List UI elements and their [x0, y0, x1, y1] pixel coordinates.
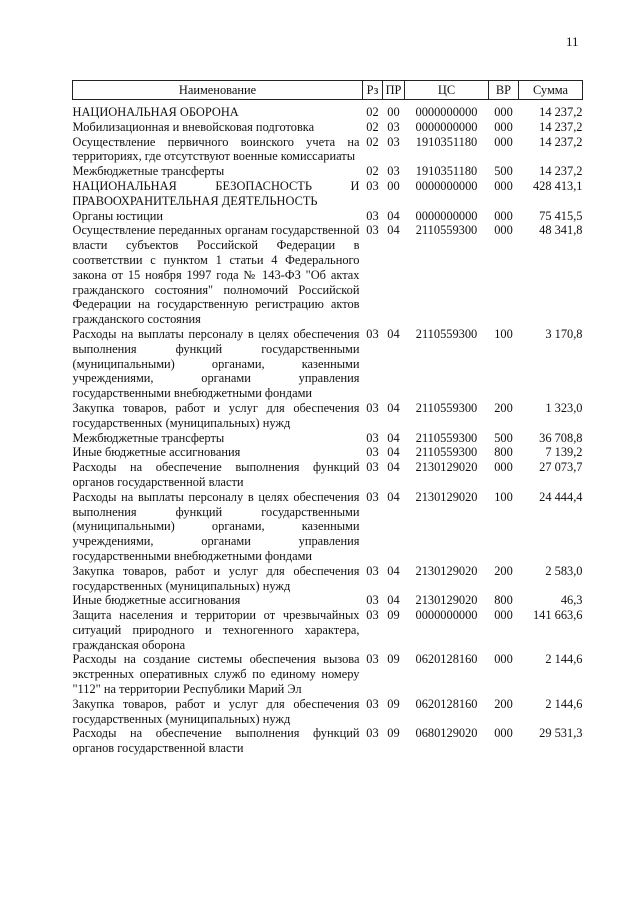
row-pr: 04 — [387, 489, 400, 504]
row-sum: 7 139,2 — [545, 445, 583, 460]
row-cs: 0680129020 — [415, 726, 478, 741]
table-row — [73, 593, 583, 608]
table-row — [73, 445, 583, 460]
row-name: Расходы на выплаты персоналу в целях обеспечения выполнения функций государственными (муниципальными) органами, казенными учреждениями, органами управления государственными внебюджетными фондами — [72, 326, 360, 401]
table-row — [73, 652, 583, 696]
row-cs: 0000000000 — [415, 208, 478, 223]
row-name: Закупка товаров, работ и услуг для обеспечения государственных (муниципальных) нужд — [72, 563, 360, 593]
row-rz: 02 — [366, 134, 379, 149]
row-sum: 2 144,6 — [545, 696, 583, 711]
row-sum: 14 237,2 — [539, 105, 583, 119]
row-pr: 09 — [387, 696, 400, 711]
row-sum: 14 237,2 — [539, 119, 583, 134]
row-pr: 03 — [387, 119, 400, 134]
row-cs: 0620128160 — [415, 652, 478, 667]
table-row — [73, 223, 583, 327]
row-sum: 3 170,8 — [545, 326, 583, 341]
row-rz: 03 — [366, 593, 379, 608]
row-name: Органы юстиции — [72, 208, 163, 223]
table-row — [73, 460, 583, 490]
row-vr: 100 — [494, 326, 513, 341]
row-name: Расходы на обеспечение выполнения функций органов государственной власти — [72, 726, 360, 756]
table-row — [73, 490, 583, 564]
row-pr: 04 — [387, 593, 400, 608]
row-pr: 04 — [387, 460, 400, 475]
row-sum: 46,3 — [560, 593, 583, 608]
row-pr: 09 — [387, 726, 400, 741]
row-vr: 000 — [494, 726, 513, 741]
row-pr: 03 — [387, 164, 400, 179]
row-sum: 29 531,3 — [539, 726, 583, 741]
row-name: НАЦИОНАЛЬНАЯ БЕЗОПАСНОСТЬ И ПРАВООХРАНИТЕЛЬНАЯ ДЕЯТЕЛЬНОСТЬ — [72, 178, 360, 208]
row-rz: 02 — [366, 119, 379, 134]
row-rz: 03 — [366, 563, 379, 578]
row-vr: 000 — [494, 223, 513, 238]
row-pr: 09 — [387, 652, 400, 667]
header-name: Наименование — [73, 81, 363, 100]
row-rz: 03 — [366, 223, 379, 238]
row-rz: 02 — [366, 105, 379, 119]
header-cs: ЦС — [405, 81, 489, 100]
table-row — [73, 726, 583, 756]
row-vr: 000 — [494, 460, 513, 475]
row-vr: 200 — [494, 400, 513, 415]
table-row — [73, 697, 583, 727]
row-sum: 141 663,6 — [532, 608, 583, 623]
row-rz: 03 — [366, 178, 379, 193]
row-vr: 000 — [494, 119, 513, 134]
row-rz: 02 — [366, 164, 379, 179]
row-vr: 100 — [494, 489, 513, 504]
row-name: Расходы на выплаты персоналу в целях обеспечения выполнения функций государственными (муниципальными) органами, казенными учреждениями, органами управления государственными внебюджетными фондами — [72, 489, 360, 563]
table-row — [73, 135, 583, 165]
row-rz: 03 — [366, 726, 379, 741]
row-pr: 09 — [387, 608, 400, 623]
budget-table — [72, 80, 583, 756]
row-sum: 428 413,1 — [532, 178, 583, 193]
row-name: Иные бюджетные ассигнования — [72, 445, 241, 460]
table-row — [73, 564, 583, 594]
row-cs: 0620128160 — [415, 696, 478, 711]
row-cs: 2130129020 — [415, 489, 478, 504]
row-pr: 03 — [387, 134, 400, 149]
row-vr: 500 — [494, 164, 513, 179]
row-name: Расходы на обеспечение выполнения функций органов государственной власти — [72, 460, 360, 489]
table-row — [73, 164, 583, 179]
row-vr: 000 — [494, 178, 513, 193]
row-name: Закупка товаров, работ и услуг для обеспечения государственных (муниципальных) нужд — [72, 696, 360, 726]
table-row — [73, 401, 583, 431]
row-vr: 800 — [494, 445, 513, 460]
row-vr: 500 — [494, 430, 513, 445]
row-pr: 04 — [387, 563, 400, 578]
table-row — [73, 100, 583, 120]
row-cs: 2110559300 — [415, 445, 478, 460]
row-name: Защита населения и территории от чрезвычайных ситуаций природного и техногенного характера, гражданская оборона — [72, 608, 360, 652]
row-pr: 04 — [387, 445, 400, 460]
table-row — [73, 209, 583, 224]
row-vr: 000 — [494, 105, 513, 119]
row-cs: 0000000000 — [415, 105, 478, 119]
row-sum: 36 708,8 — [539, 430, 583, 445]
row-rz: 03 — [366, 652, 379, 667]
row-pr: 04 — [387, 223, 400, 238]
row-pr: 00 — [387, 178, 400, 193]
row-cs: 2110559300 — [415, 430, 478, 445]
row-rz: 03 — [366, 460, 379, 475]
table-row — [73, 179, 583, 209]
row-cs: 0000000000 — [415, 119, 478, 134]
row-sum: 2 144,6 — [545, 652, 583, 667]
row-rz: 03 — [366, 696, 379, 711]
row-rz: 03 — [366, 445, 379, 460]
row-pr: 04 — [387, 326, 400, 341]
table-header-row — [73, 81, 583, 100]
row-rz: 03 — [366, 400, 379, 415]
row-pr: 04 — [387, 430, 400, 445]
header-sum: Сумма — [519, 81, 583, 100]
row-vr: 000 — [494, 608, 513, 623]
row-name: Иные бюджетные ассигнования — [72, 593, 241, 608]
row-cs: 2130129020 — [415, 593, 478, 608]
row-name: Межбюджетные трансферты — [72, 164, 225, 179]
row-sum: 1 323,0 — [545, 400, 583, 415]
table-row — [73, 120, 583, 135]
header-rz: Рз — [363, 81, 383, 100]
row-rz: 03 — [366, 208, 379, 223]
row-pr: 04 — [387, 208, 400, 223]
row-rz: 03 — [366, 430, 379, 445]
row-cs: 0000000000 — [415, 178, 478, 193]
row-pr: 00 — [387, 105, 400, 119]
row-sum: 48 341,8 — [539, 223, 583, 238]
row-cs: 0000000000 — [415, 608, 478, 623]
row-name: Закупка товаров, работ и услуг для обеспечения государственных (муниципальных) нужд — [72, 400, 360, 430]
row-vr: 200 — [494, 563, 513, 578]
row-cs: 1910351180 — [415, 164, 478, 179]
row-sum: 75 415,5 — [539, 208, 583, 223]
row-sum: 2 583,0 — [545, 563, 583, 578]
row-rz: 03 — [366, 608, 379, 623]
table-row — [73, 431, 583, 446]
table-body — [73, 100, 583, 757]
table-row — [73, 327, 583, 401]
row-sum: 14 237,2 — [539, 164, 583, 179]
header-pr: ПР — [383, 81, 405, 100]
row-rz: 03 — [366, 489, 379, 504]
row-vr: 000 — [494, 208, 513, 223]
row-pr: 04 — [387, 400, 400, 415]
row-cs: 2110559300 — [415, 400, 478, 415]
table-row — [73, 608, 583, 652]
row-vr: 000 — [494, 652, 513, 667]
row-cs: 2110559300 — [415, 223, 478, 238]
row-name: Расходы на создание системы обеспечения вызова экстренных оперативных служб по единому номеру "112" на территории Республики Марий Эл — [72, 652, 360, 697]
header-vr: ВР — [489, 81, 519, 100]
row-sum: 24 444,4 — [539, 489, 583, 504]
row-vr: 000 — [494, 134, 513, 149]
row-cs: 2110559300 — [415, 326, 478, 341]
row-name: Осуществление первичного воинского учета на территориях, где отсутствуют военные комиссариаты — [72, 134, 360, 164]
row-sum: 27 073,7 — [539, 460, 583, 475]
row-vr: 200 — [494, 696, 513, 711]
row-name: Межбюджетные трансферты — [72, 430, 225, 445]
row-cs: 2130129020 — [415, 460, 478, 475]
row-cs: 1910351180 — [415, 134, 478, 149]
row-name: НАЦИОНАЛЬНАЯ ОБОРОНА — [72, 105, 239, 119]
row-cs: 2130129020 — [415, 563, 478, 578]
row-vr: 800 — [494, 593, 513, 608]
row-name: Осуществление переданных органам государственной власти субъектов Российской Федерации в соответствии с пунктом 1 статьи 4 Федерального закона от 15 ноября 1997 года № 143-ФЗ "Об актах гражданского состояния" полномочий Российской Федерации на государственную регистрацию актов гражданского состояния — [72, 223, 360, 327]
row-rz: 03 — [366, 326, 379, 341]
row-name: Мобилизационная и вневойсковая подготовка — [72, 119, 315, 134]
page-number: 11 — [566, 34, 579, 49]
row-sum: 14 237,2 — [539, 134, 583, 149]
